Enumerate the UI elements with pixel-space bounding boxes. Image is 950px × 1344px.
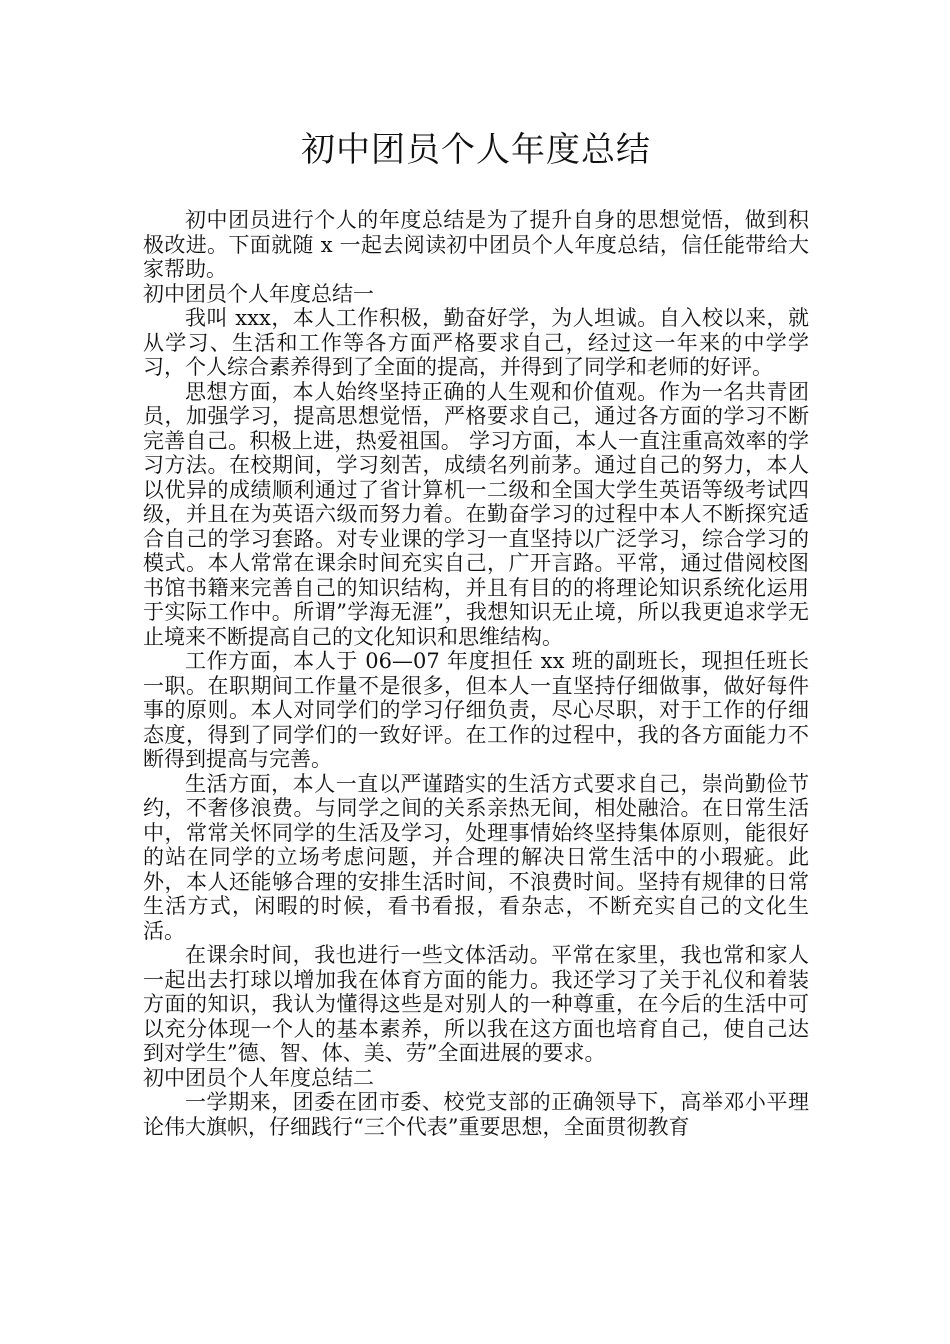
body-paragraph: 生活方面，本人一直以严谨踏实的生活方式要求自己，崇尚勤俭节约，不奢侈浪费。与同学之间的关系亲热无间，相处融洽。在日常生活中，常常关怀同学的生活及学习，处理事情始终坚持集体原则，能很好的站在同学的立场考虑问题，并合理的解决日常生活中的小瑕疵。此外，本人还能够合理的安排生活时间，不浪费时间。坚持有规律的日常生活方式，闲暇的时候，看书看报，看杂志，不断充实自己的文化生活。 xyxy=(143,771,809,943)
body-paragraph: 工作方面，本人于 06—07 年度担任 xx 班的副班长，现担任班长一职。在职期间工作量不是很多，但本人一直坚持仔细做事，做好每件事的原则。本人对同学们的学习仔细负责，尽心尽职，对于工作的仔细态度，得到了同学们的一致好评。在工作的过程中，我的各方面能力不断得到提高与完善。 xyxy=(143,649,809,771)
body-paragraph: 思想方面，本人始终坚持正确的人生观和价值观。作为一名共青团员，加强学习，提高思想觉悟，严格要求自己，通过各方面的学习不断完善自己。积极上进，热爱祖国。 学习方面，本人一直注重高效率的学习方法。在校期间，学习刻苦，成绩名列前茅。通过自己的努力，本人以优异的成绩顺利通过了省计算机一二级和全国大学生英语等级考试四级，并且在为英语六级而努力着。在勤奋学习的过程中本人不断探究适合自己的学习套路。对专业课的学习一直坚持以广泛学习，综合学习的模式。本人常常在课余时间充实自己，广开言路。平常，通过借阅校图书馆书籍来完善自己的知识结构，并且有目的的将理论知识系统化运用于实际工作中。所谓”学海无涯”，我想知识无止境，所以我更追求学无止境来不断提高自己的文化知识和思维结构。 xyxy=(143,379,809,649)
body-paragraph: 在课余时间，我也进行一些文体活动。平常在家里，我也常和家人一起出去打球以增加我在体育方面的能力。我还学习了关于礼仪和着装方面的知识，我认为懂得这些是对别人的一种尊重，在今后的生活中可以充分体现一个人的基本素养，所以我在这方面也培育自己，使自己达到对学生”德、智、体、美、劳”全面进展的要求。 xyxy=(143,943,809,1065)
section-heading-one: 初中团员个人年度总结一 xyxy=(143,281,374,306)
body-paragraph: 一学期来，团委在团市委、校党支部的正确领导下，高举邓小平理论伟大旗帜，仔细践行“三个代表”重要思想，全面贯彻教育 xyxy=(143,1090,809,1139)
intro-paragraph: 初中团员进行个人的年度总结是为了提升自身的思想觉悟，做到积极改进。下面就随 x 一起去阅读初中团员个人年度总结，信任能带给大家帮助。 xyxy=(143,208,809,281)
section-heading-two: 初中团员个人年度总结二 xyxy=(143,1065,374,1090)
document-page xyxy=(143,128,809,1139)
body-paragraph: 我叫 xxx，本人工作积极，勤奋好学，为人坦诚。自入校以来，就从学习、生活和工作等各方面严格要求自己，经过这一年来的中学学习，个人综合素养得到了全面的提高，并得到了同学和老师的好评。 xyxy=(143,306,809,379)
document-title: 初中团员个人年度总结 xyxy=(301,130,651,170)
